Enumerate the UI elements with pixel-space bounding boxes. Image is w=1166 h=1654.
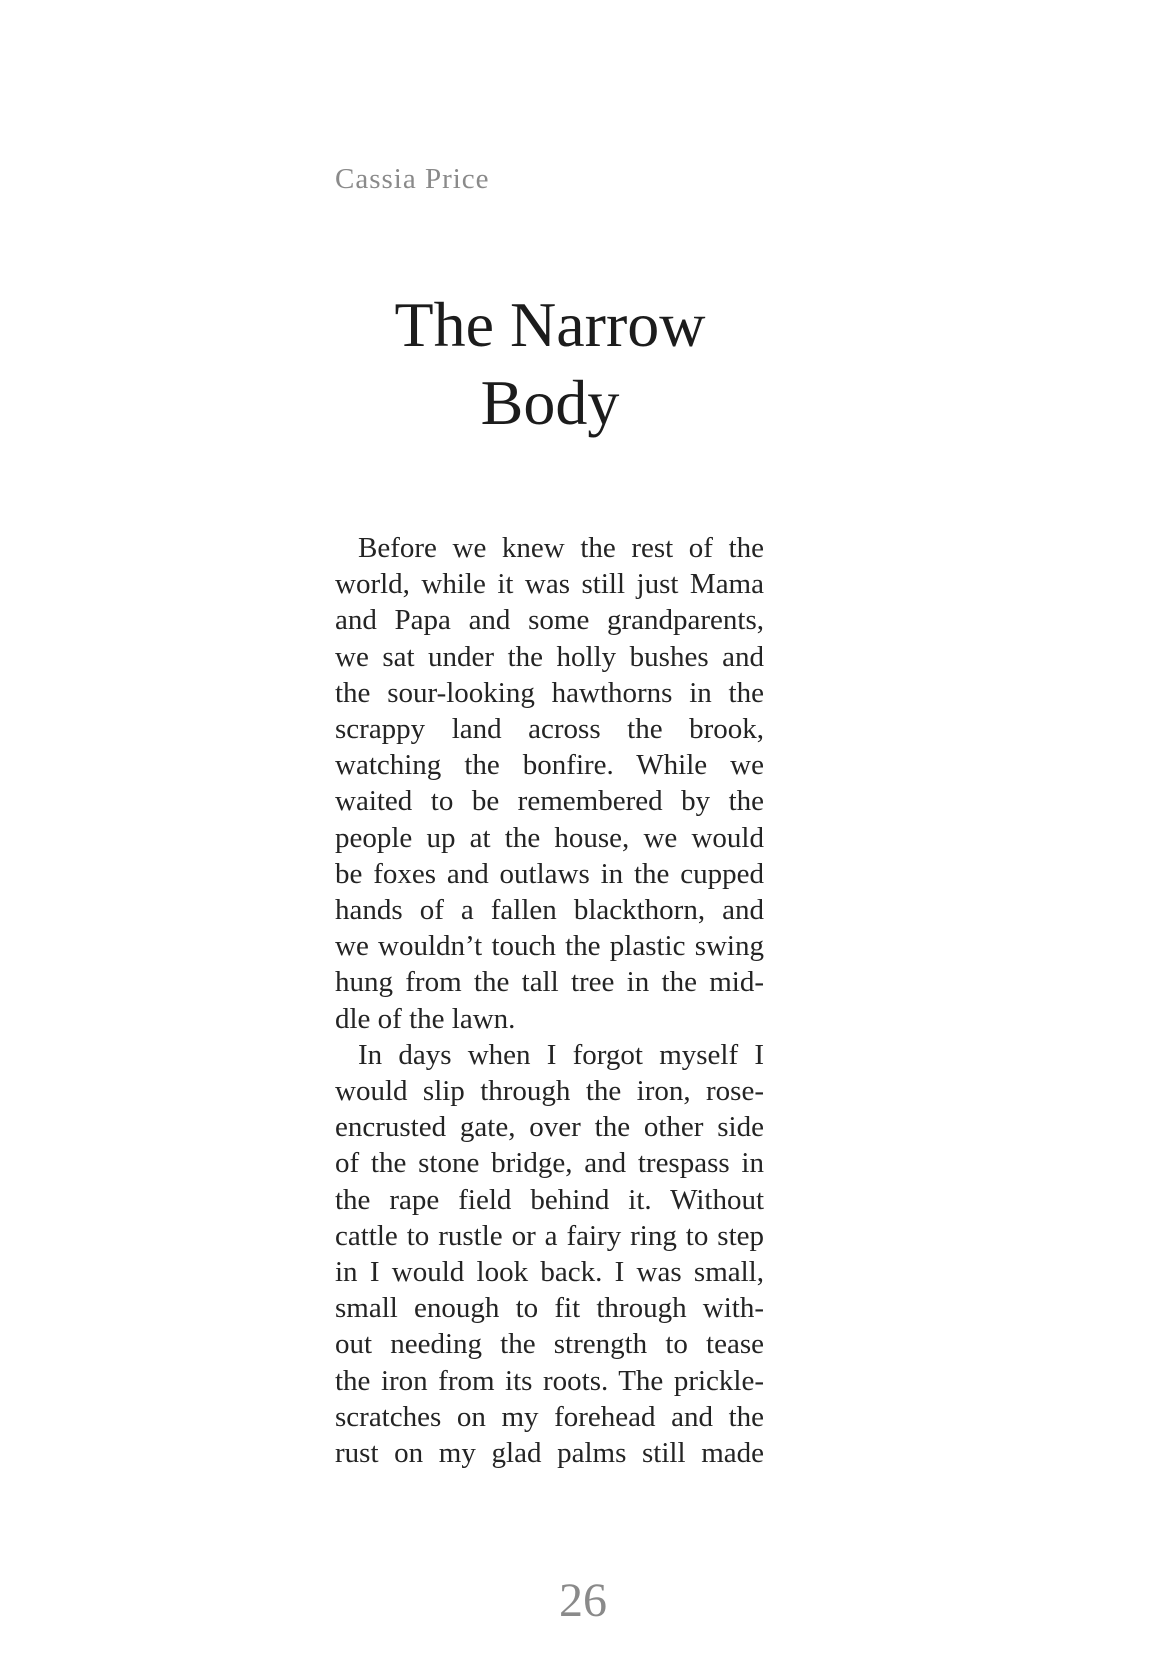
text-line: watching the bonfire. While we bbox=[335, 749, 764, 782]
text-line: we sat under the holly bushes and bbox=[335, 640, 764, 673]
page-number: 26 bbox=[559, 1574, 607, 1627]
chapter-title-line-2: Body bbox=[480, 367, 620, 438]
chapter-title-line-1: The Narrow bbox=[394, 289, 706, 360]
text-line: the sour-looking hawthorns in the bbox=[335, 676, 764, 709]
text-line: scrappy land across the brook, bbox=[335, 713, 764, 746]
text-line: the iron from its roots. The prickle- bbox=[335, 1364, 764, 1397]
paragraph-1 bbox=[335, 530, 764, 1037]
text-line: we wouldn’t touch the plastic swing bbox=[335, 930, 764, 963]
text-line: encrusted gate, over the other side bbox=[335, 1111, 764, 1144]
paragraph-2 bbox=[335, 1037, 764, 1471]
text-line: out needing the strength to tease bbox=[335, 1328, 764, 1361]
text-line: cattle to rustle or a fairy ring to step bbox=[335, 1219, 764, 1252]
text-line: world, while it was still just Mama bbox=[335, 568, 764, 601]
text-line: of the stone bridge, and trespass in bbox=[335, 1147, 764, 1180]
body-text bbox=[335, 530, 764, 1471]
text-line: the rape field behind it. Without bbox=[335, 1183, 764, 1216]
text-line: waited to be remembered by the bbox=[335, 785, 764, 818]
text-line: would slip through the iron, rose- bbox=[335, 1075, 764, 1108]
text-line: scratches on my forehead and the bbox=[335, 1400, 764, 1433]
text-line: rust on my glad palms still made bbox=[335, 1437, 764, 1470]
text-line: Before we knew the rest of the bbox=[358, 532, 764, 564]
text-line: In days when I forgot myself I bbox=[358, 1038, 764, 1071]
chapter-title bbox=[330, 286, 770, 442]
text-line: people up at the house, we would bbox=[335, 821, 764, 854]
author-name: Cassia Price bbox=[335, 163, 490, 195]
text-line: hung from the tall tree in the mid- bbox=[335, 966, 764, 999]
text-line: hands of a fallen blackthorn, and bbox=[335, 894, 764, 927]
text-line: and Papa and some grandparents, bbox=[335, 604, 764, 637]
text-line: be foxes and outlaws in the cupped bbox=[335, 857, 764, 890]
text-line: in I would look back. I was small, bbox=[335, 1256, 764, 1289]
text-line: small enough to fit through with- bbox=[335, 1292, 764, 1325]
text-line: dle of the lawn. bbox=[335, 1002, 516, 1035]
